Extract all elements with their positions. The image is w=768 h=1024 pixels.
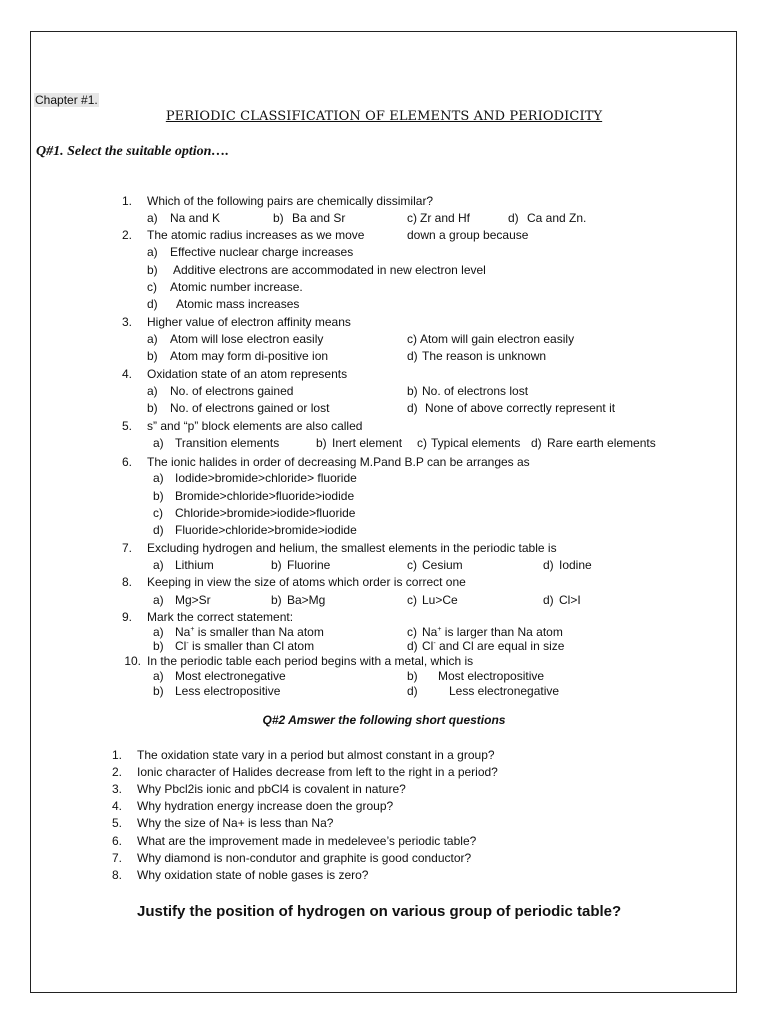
option-label: a) [153, 436, 164, 450]
option-label: b) [271, 558, 282, 572]
question-number: 4. [121, 367, 132, 381]
option [147, 401, 330, 416]
ion-charge: - [433, 640, 436, 647]
option [147, 263, 486, 278]
question-text: Oxidation state of an atom represents [147, 367, 348, 381]
option-label: d) [531, 436, 542, 450]
option [147, 245, 354, 260]
option-text: Cl [422, 639, 434, 653]
option-label: b) [316, 436, 327, 450]
option [407, 384, 529, 399]
question-number: 7. [121, 541, 132, 555]
option-label: c) [407, 558, 417, 572]
option-text: Atom may form di-positive ion [170, 349, 329, 363]
q2-heading: Q#2 Amswer the following short questions [262, 713, 506, 727]
question-text: Excluding hydrogen and helium, the smallest elements in the periodic table is [147, 541, 557, 555]
option [543, 558, 592, 573]
question-number: 10. [124, 654, 141, 668]
option-text: and Cl are equal in size [435, 639, 565, 653]
option-text: Na and K [170, 211, 221, 225]
question-number: 3. [121, 315, 132, 329]
option-text: No. of electrons lost [422, 384, 529, 398]
option-label: a) [153, 558, 164, 572]
option-text: None of above correctly represent it [425, 401, 616, 415]
option [147, 280, 303, 295]
option-label: b) [271, 593, 282, 607]
question-text: In the periodic table each period begins with a metal, which is [147, 654, 474, 668]
option-text: Most electronegative [175, 669, 286, 683]
option [531, 436, 656, 451]
option [147, 349, 329, 364]
ion-charge: + [437, 626, 442, 633]
option [153, 639, 315, 654]
option-label: a) [147, 332, 158, 346]
question-number: 6. [121, 455, 132, 469]
option-text: Ba>Mg [287, 593, 326, 607]
option-label: b) [273, 211, 284, 225]
question-text-cont: down a group because [407, 228, 529, 242]
question-number: 5. [121, 419, 132, 433]
option-text: Lu>Ce [422, 593, 458, 607]
option [153, 684, 281, 699]
option-text: Additive electrons are accommodated in new electron level [173, 263, 486, 277]
option-text: Rare earth elements [547, 436, 656, 450]
option-text: Atomic number increase. [170, 280, 303, 294]
option-text: Fluorine [287, 558, 331, 572]
final-question: Justify the position of hydrogen on various group of periodic table? [137, 903, 622, 920]
option [153, 523, 357, 538]
option [147, 332, 324, 347]
option-label: d) [543, 558, 554, 572]
ion-charge: - [186, 640, 189, 647]
option-text: Bromide>chloride>fluoride>iodide [175, 489, 355, 503]
option-text: Na [422, 625, 438, 639]
option [407, 211, 471, 226]
option-text: Mg>Sr [175, 593, 211, 607]
option-label: a) [153, 625, 164, 639]
option [417, 436, 521, 451]
option [543, 593, 581, 608]
option-label: b) [407, 669, 418, 683]
option-label: b) [407, 384, 418, 398]
option-text: Inert element [332, 436, 403, 450]
option-text: Lithium [175, 558, 214, 572]
option [153, 506, 356, 521]
option-text: Less electropositive [175, 684, 281, 698]
option-label: c) [417, 436, 427, 450]
option [153, 669, 286, 684]
option [153, 436, 280, 451]
option-text: Transition elements [175, 436, 280, 450]
option-label: b) [147, 263, 158, 277]
option-label: d) [508, 211, 519, 225]
option-text: Ca and Zn. [527, 211, 587, 225]
option [407, 593, 458, 608]
option-label: a) [147, 211, 158, 225]
option-text: Atom will lose electron easily [170, 332, 324, 346]
ion-charge: + [190, 626, 195, 633]
option [407, 332, 575, 347]
option-text: Typical elements [431, 436, 521, 450]
question-text: Mark the correct statement: [147, 610, 294, 624]
question-text: Which of the following pairs are chemically dissimilar? [147, 194, 434, 208]
option-text: Atom will gain electron easily [420, 332, 575, 346]
option [316, 436, 403, 451]
option [153, 489, 355, 504]
option-text: Cl>I [559, 593, 581, 607]
option-label: a) [153, 593, 164, 607]
option-label: b) [147, 349, 158, 363]
option-label: d) [543, 593, 554, 607]
option-label: d) [153, 523, 164, 537]
option-text: is smaller than Na atom [194, 625, 324, 639]
option-label: d) [407, 349, 418, 363]
option-text: Cesium [422, 558, 463, 572]
option-text: Chloride>bromide>iodide>fluoride [175, 506, 356, 520]
question-text: Higher value of electron affinity means [147, 315, 351, 329]
option [407, 625, 563, 640]
option-label: d) [147, 297, 158, 311]
option [153, 593, 211, 608]
option-text: is smaller than Cl atom [188, 639, 315, 653]
option-text: Ba and Sr [292, 211, 346, 225]
option [407, 684, 560, 699]
option-label: a) [147, 384, 158, 398]
option-label: b) [153, 684, 164, 698]
option-text: Effective nuclear charge increases [170, 245, 354, 259]
option-text: Fluoride>chloride>bromide>iodide [175, 523, 357, 537]
option-text: No. of electrons gained [170, 384, 294, 398]
option [153, 558, 214, 573]
question-text: Keeping in view the size of atoms which order is correct one [147, 575, 466, 589]
option-text: Na [175, 625, 191, 639]
question-number: 8. [121, 575, 132, 589]
option-label: d) [407, 684, 418, 698]
option-label: c) [407, 211, 417, 225]
option [407, 401, 616, 416]
option-text: Most electropositive [438, 669, 545, 683]
option [153, 471, 357, 486]
option [153, 625, 324, 640]
option [147, 297, 300, 312]
option [271, 558, 331, 573]
option [407, 349, 547, 364]
question-number: 1. [121, 194, 132, 208]
q1-heading: Q#1. Select the suitable option…. [36, 144, 229, 159]
option-text: The reason is unknown [422, 349, 547, 363]
option-label: c) [147, 280, 157, 294]
option-label: c) [407, 332, 417, 346]
option [407, 558, 463, 573]
option-text: Iodine [559, 558, 592, 572]
question-text: The ionic halides in order of decreasing M.Pand B.P can be arranges as [147, 455, 530, 469]
question-text: s” and “p” block elements are also called [147, 419, 363, 433]
option [508, 211, 587, 226]
option-label: b) [147, 401, 158, 415]
option-label: d) [407, 401, 418, 415]
option-text: Atomic mass increases [176, 297, 300, 311]
question-text: The atomic radius increases as we move [147, 228, 365, 242]
option [273, 211, 346, 226]
option [147, 211, 221, 226]
option-label: b) [153, 489, 164, 503]
question-number: 9. [121, 610, 132, 624]
option-label: a) [153, 669, 164, 683]
option-label: d) [407, 639, 418, 653]
option-label: c) [407, 625, 417, 639]
option-text: Cl [175, 639, 187, 653]
option-label: c) [153, 506, 163, 520]
option-label: a) [153, 471, 164, 485]
chapter-label: Chapter #1. [35, 93, 98, 107]
option-label: b) [153, 639, 164, 653]
option-text: is larger than Na atom [441, 625, 563, 639]
option-text: Less electronegative [449, 684, 560, 698]
option-label: a) [147, 245, 158, 259]
option [407, 639, 565, 654]
option-text: No. of electrons gained or lost [170, 401, 330, 415]
option [407, 669, 545, 684]
option [271, 593, 326, 608]
option [147, 384, 294, 399]
question-number: 2. [121, 228, 132, 242]
document-title: PERIODIC CLASSIFICATION OF ELEMENTS AND PERIODICITY [165, 109, 603, 124]
option-label: c) [407, 593, 417, 607]
option-text: Iodide>bromide>chloride> fluoride [175, 471, 357, 485]
option-text: Zr and Hf [420, 211, 471, 225]
